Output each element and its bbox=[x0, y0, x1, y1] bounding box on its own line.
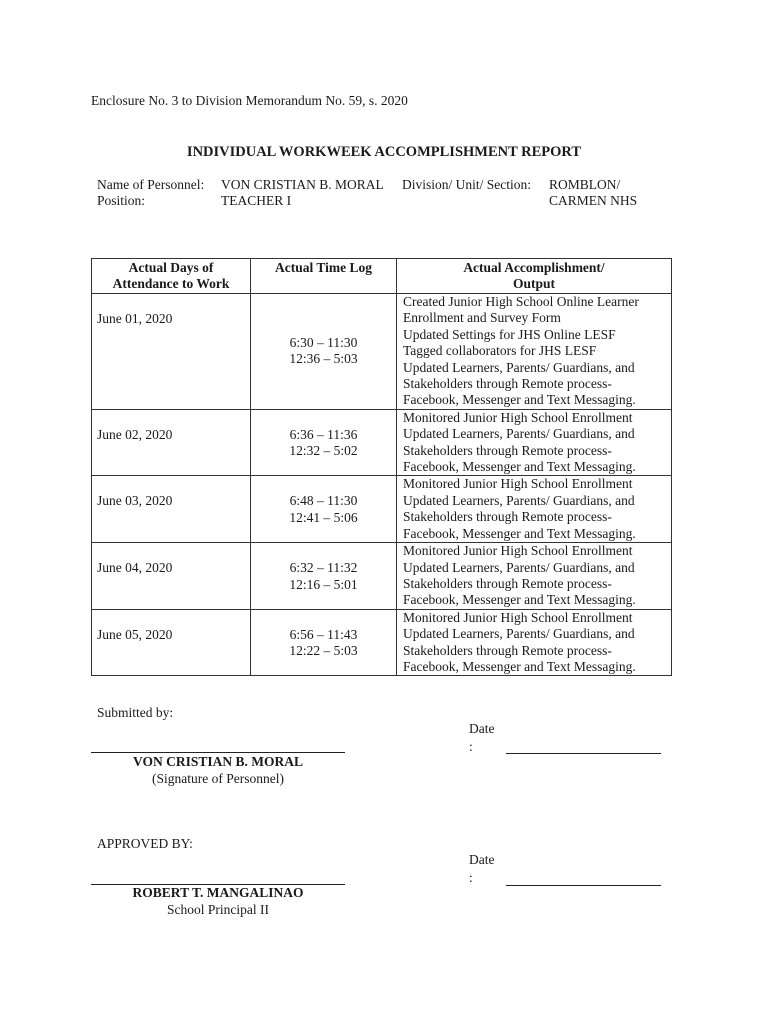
accomplishment-cell bbox=[397, 476, 672, 543]
accomplishment-line: Updated Learners, Parents/ Guardians, and bbox=[403, 492, 635, 508]
header-time-line: Actual Time Log bbox=[274, 260, 372, 275]
time-pm: 12:22 – 5:03 bbox=[289, 643, 358, 659]
accomplishment-line: Updated Learners, Parents/ Guardians, and bbox=[403, 626, 635, 642]
accomplishment-line: Stakeholders through Remote process- bbox=[403, 442, 612, 458]
time-cell bbox=[251, 409, 397, 476]
accomplishment-line: Monitored Junior High School Enrollment bbox=[403, 543, 633, 559]
header-days bbox=[92, 259, 251, 294]
date-cell bbox=[92, 609, 251, 676]
date-text: June 02, 2020 bbox=[97, 426, 173, 442]
accomplishment-cell bbox=[397, 409, 672, 476]
report-title: INDIVIDUAL WORKWEEK ACCOMPLISHMENT REPORT bbox=[186, 144, 582, 160]
time-am: 6:36 – 11:36 bbox=[289, 426, 358, 442]
submitted-date-label: Date bbox=[469, 721, 495, 736]
accomplishment-line: Stakeholders through Remote process- bbox=[403, 376, 612, 392]
accomplishment-line: Enrollment and Survey Form bbox=[403, 310, 561, 326]
position-label: Position: bbox=[97, 193, 146, 208]
accomplishment-line: Updated Learners, Parents/ Guardians, and bbox=[403, 426, 635, 442]
time-cell bbox=[251, 294, 397, 410]
date-text: June 01, 2020 bbox=[97, 311, 173, 326]
section-value: CARMEN NHS bbox=[549, 193, 638, 208]
header-acc-line1: Actual Accomplishment/ bbox=[463, 260, 605, 275]
accomplishment-line: Facebook, Messenger and Text Messaging. bbox=[403, 592, 636, 608]
time-cell bbox=[251, 476, 397, 543]
accomplishment-cell bbox=[397, 294, 672, 410]
date-cell bbox=[92, 409, 251, 476]
position-value: TEACHER I bbox=[221, 193, 292, 208]
submitted-role: (Signature of Personnel) bbox=[152, 771, 284, 786]
table-row bbox=[92, 609, 672, 676]
date-cell bbox=[92, 543, 251, 610]
table-row bbox=[92, 543, 672, 610]
accomplishment-line: Monitored Junior High School Enrollment bbox=[403, 476, 633, 492]
division-value: ROMBLON/ bbox=[549, 177, 621, 192]
time-pm: 12:16 – 5:01 bbox=[289, 576, 358, 592]
date-text: June 05, 2020 bbox=[97, 626, 173, 642]
table-header-row bbox=[92, 259, 672, 294]
accomplishment-line: Stakeholders through Remote process- bbox=[403, 509, 612, 525]
date-text: June 03, 2020 bbox=[97, 493, 173, 509]
enclosure-note: Enclosure No. 3 to Division Memorandum No. 59, s. 2020 bbox=[91, 93, 408, 108]
accomplishment-line: Stakeholders through Remote process- bbox=[403, 642, 612, 658]
header-time bbox=[251, 259, 397, 294]
time-am: 6:56 – 11:43 bbox=[289, 626, 358, 642]
time-am: 6:32 – 11:32 bbox=[289, 560, 358, 576]
accomplishment-line: Created Junior High School Online Learner bbox=[403, 294, 639, 309]
time-pm: 12:32 – 5:02 bbox=[289, 443, 358, 459]
accomplishment-line: Facebook, Messenger and Text Messaging. bbox=[403, 525, 636, 541]
accomplishment-line: Monitored Junior High School Enrollment bbox=[403, 409, 633, 425]
table-row bbox=[92, 294, 672, 410]
division-label: Division/ Unit/ Section: bbox=[402, 177, 532, 192]
date-text: June 04, 2020 bbox=[97, 560, 173, 576]
date-cell bbox=[92, 294, 251, 410]
table-row bbox=[92, 409, 672, 476]
accomplishment-table bbox=[91, 258, 672, 676]
time-am: 6:30 – 11:30 bbox=[289, 335, 358, 350]
approved-date-label: Date bbox=[469, 852, 495, 867]
approved-by-label: APPROVED BY: bbox=[97, 836, 193, 851]
accomplishment-line: Facebook, Messenger and Text Messaging. bbox=[403, 392, 636, 408]
approved-date-colon: : bbox=[469, 870, 473, 885]
approved-date-line bbox=[506, 885, 661, 886]
submitted-name: VON CRISTIAN B. MORAL bbox=[133, 754, 303, 769]
time-pm: 12:36 – 5:03 bbox=[289, 351, 358, 367]
time-cell bbox=[251, 543, 397, 610]
accomplishment-line: Tagged collaborators for JHS LESF bbox=[403, 343, 597, 359]
submitted-date-colon: : bbox=[469, 739, 473, 754]
time-cell bbox=[251, 609, 397, 676]
name-label: Name of Personnel: bbox=[97, 177, 205, 192]
accomplishment-line: Updated Learners, Parents/ Guardians, and bbox=[403, 559, 635, 575]
name-value: VON CRISTIAN B. MORAL bbox=[221, 177, 384, 192]
accomplishment-line: Updated Learners, Parents/ Guardians, and bbox=[403, 359, 635, 375]
accomplishment-cell bbox=[397, 543, 672, 610]
approved-role: School Principal II bbox=[167, 902, 269, 917]
time-pm: 12:41 – 5:06 bbox=[289, 509, 358, 525]
header-accomplishment bbox=[397, 259, 672, 294]
approved-name: ROBERT T. MANGALINAO bbox=[132, 885, 304, 900]
accomplishment-cell bbox=[397, 609, 672, 676]
date-cell bbox=[92, 476, 251, 543]
accomplishment-line: Stakeholders through Remote process- bbox=[403, 575, 612, 591]
table-row bbox=[92, 476, 672, 543]
time-am: 6:48 – 11:30 bbox=[289, 493, 358, 509]
header-acc-line2: Output bbox=[512, 276, 556, 292]
accomplishment-line: Monitored Junior High School Enrollment bbox=[403, 609, 633, 625]
accomplishment-line: Updated Settings for JHS Online LESF bbox=[403, 326, 616, 342]
accomplishment-line: Facebook, Messenger and Text Messaging. bbox=[403, 658, 636, 674]
submitted-signature-line bbox=[91, 752, 345, 753]
header-days-line2: Attendance to Work bbox=[112, 276, 230, 292]
header-days-line1: Actual Days of bbox=[128, 260, 214, 275]
submitted-date-line bbox=[506, 753, 661, 754]
submitted-by-label: Submitted by: bbox=[97, 705, 174, 720]
accomplishment-line: Facebook, Messenger and Text Messaging. bbox=[403, 459, 636, 475]
